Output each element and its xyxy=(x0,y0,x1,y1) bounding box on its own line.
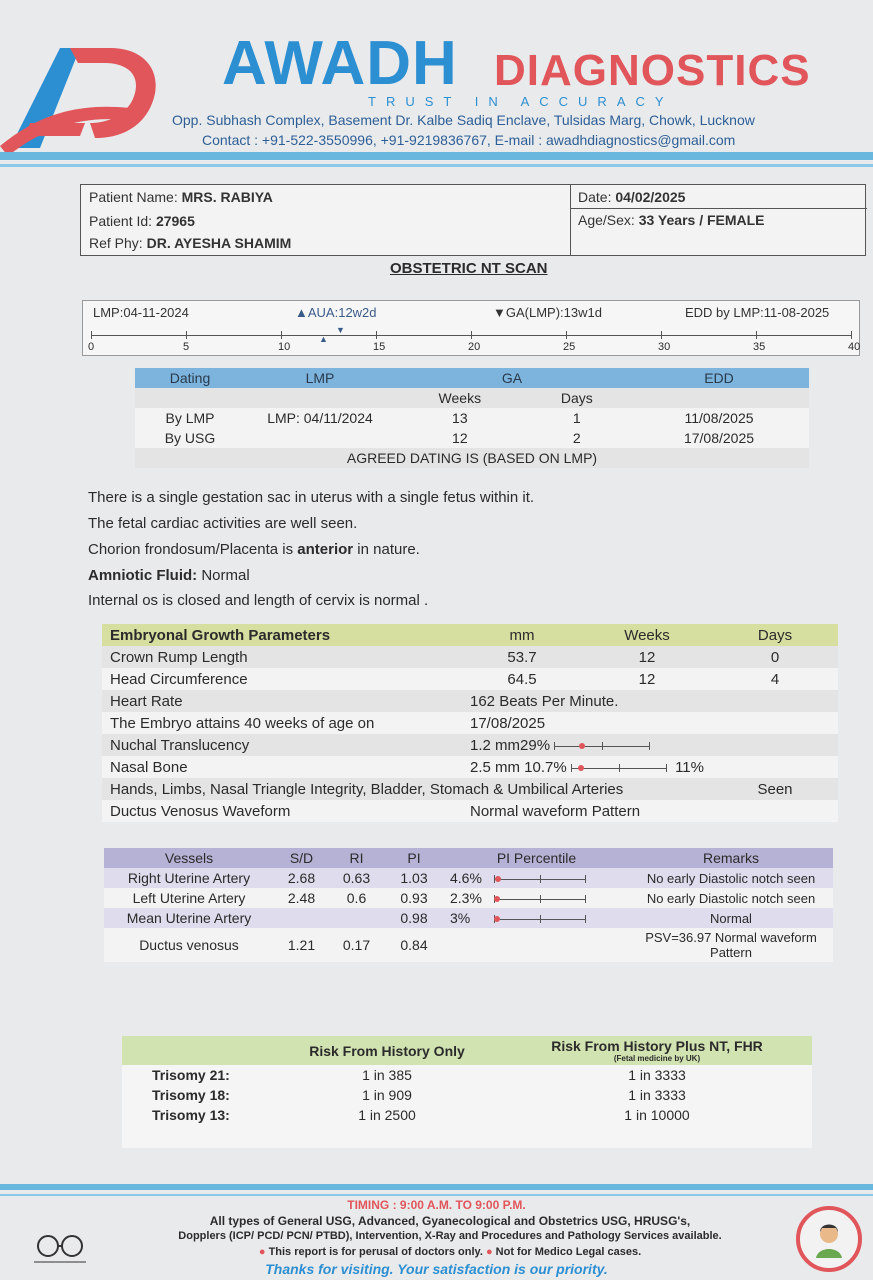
risk-box xyxy=(122,1036,812,1148)
crl-label: Crown Rump Length xyxy=(110,648,248,666)
timeline-tick-label: 0 xyxy=(88,341,95,353)
anatomy-label: Hands, Limbs, Nasal Triangle Integrity, Bladder, Stomach & Umbilical Arteries xyxy=(110,780,624,798)
timeline-tick-label: 20 xyxy=(468,341,481,353)
dating-col-ga: GA xyxy=(501,370,523,386)
footer-note-2: Not for Medico Legal cases. xyxy=(495,1246,642,1258)
timeline-tick-label: 25 xyxy=(563,341,576,353)
table-row xyxy=(102,734,838,756)
swachh-bharat-icon xyxy=(30,1232,90,1266)
brand-subtitle: DIAGNOSTICS xyxy=(494,46,811,95)
table-row xyxy=(102,712,838,734)
risk-row-label: Trisomy 13: xyxy=(152,1107,230,1123)
anatomy-value: Seen xyxy=(757,780,793,798)
timeline-ga: ▼GA(LMP):13w1d xyxy=(493,305,602,320)
vessel-sd: 2.48 xyxy=(287,890,316,906)
vessel-percentile-bar xyxy=(494,874,590,884)
table-row xyxy=(135,428,809,448)
vessel-percentile-bar xyxy=(494,894,590,904)
vessel-remarks: No early Diastolic notch seen xyxy=(646,870,816,886)
hc-days: 4 xyxy=(770,670,780,688)
vessel-percentile-cell xyxy=(444,868,629,888)
vessel-remarks: PSV=36.97 Normal waveform Pattern xyxy=(645,930,817,960)
vessel-percentile-bar xyxy=(494,914,590,924)
heart-rate-label: Heart Rate xyxy=(110,692,183,710)
hc-label: Head Circumference xyxy=(110,670,248,688)
patient-name-row xyxy=(89,189,273,205)
ga-marker-icon: ▼ xyxy=(336,325,345,335)
vessels-col-sd: S/D xyxy=(289,850,314,866)
ref-physician-row xyxy=(89,235,291,251)
timeline-aua: ▲AUA:12w2d xyxy=(295,305,377,320)
risk-row-label: Trisomy 21: xyxy=(152,1067,230,1083)
table-row xyxy=(102,668,838,690)
footer-timing: TIMING : 9:00 A.M. TO 9:00 P.M. xyxy=(347,1198,526,1212)
timeline-tick xyxy=(376,331,377,339)
dating-row-weeks: 13 xyxy=(452,410,468,426)
header-divider xyxy=(0,152,873,160)
vessel-ri: 0.17 xyxy=(342,937,371,953)
ref-physician: DR. AYESHA SHAMIM xyxy=(146,235,292,251)
vessel-percentile-dot xyxy=(495,876,501,882)
vessel-percentile: 3% xyxy=(450,910,471,926)
growth-col-days: Days xyxy=(757,626,793,644)
vessel-sd: 1.21 xyxy=(287,937,316,953)
ref-physician-label: Ref Phy: xyxy=(89,235,143,251)
growth-col-param: Embryonal Growth Parameters xyxy=(110,626,331,644)
awadh-logo xyxy=(0,28,165,158)
risk-col-plus xyxy=(502,1036,812,1065)
beti-bachao-emblem-icon xyxy=(796,1206,862,1272)
vessels-header-row xyxy=(104,848,833,868)
report-title: OBSTETRIC NT SCAN xyxy=(390,260,548,277)
dating-subheader-row xyxy=(135,388,809,408)
risk-row-label: Trisomy 18: xyxy=(152,1087,230,1103)
vessel-sd: 2.68 xyxy=(287,870,316,886)
vessel-name: Left Uterine Artery xyxy=(132,890,246,906)
table-row xyxy=(104,888,833,908)
vessel-percentile-cell xyxy=(444,888,629,908)
clinic-address: Opp. Subhash Complex, Basement Dr. Kalbe Sadiq Enclave, Tulsidas Marg, Chowk, Lucknow xyxy=(172,112,755,128)
age40-label: The Embryo attains 40 weeks of age on xyxy=(110,714,375,732)
finding-placenta xyxy=(88,541,420,558)
vessel-remarks: No early Diastolic notch seen xyxy=(646,890,816,906)
dating-sub-weeks: Weeks xyxy=(438,390,482,406)
vessel-pi: 0.93 xyxy=(400,890,428,906)
vessel-percentile-dot xyxy=(494,896,500,902)
dating-header-row xyxy=(135,368,809,388)
timeline-tick xyxy=(471,331,472,339)
risk-row-plus: 1 in 3333 xyxy=(628,1087,686,1103)
risk-row-plus: 1 in 10000 xyxy=(624,1107,690,1123)
finding-gestation: There is a single gestation sac in uterus with a single fetus within it. xyxy=(88,489,535,506)
vessel-ri: 0.63 xyxy=(342,870,371,886)
timeline-tick-label: 40 xyxy=(848,341,861,353)
heart-rate-value: 162 Beats Per Minute. xyxy=(470,692,619,710)
dating-col-lmp: LMP xyxy=(305,370,335,386)
risk-col-history: Risk From History Only xyxy=(309,1042,465,1059)
timeline-tick-label: 15 xyxy=(373,341,386,353)
vessel-name: Right Uterine Artery xyxy=(127,870,251,886)
report-date-row xyxy=(578,189,685,205)
vessel-pi: 1.03 xyxy=(400,870,428,886)
vessel-percentile-cell xyxy=(444,908,629,928)
dating-row-weeks: 12 xyxy=(452,430,468,446)
footer-services-2: Dopplers (ICP/ PCD/ PCN/ PTBD), Intervention, X-Ray and Procedures and Pathology Services available. xyxy=(178,1230,722,1242)
placenta-position: anterior xyxy=(297,541,354,558)
vessels-col-percentile: PI Percentile xyxy=(496,850,577,866)
crl-mm: 53.7 xyxy=(507,648,537,666)
vessel-remarks: Normal xyxy=(710,910,752,926)
dating-row-label: By USG xyxy=(164,430,216,446)
growth-col-weeks: Weeks xyxy=(624,626,670,644)
nb-extra: 11% xyxy=(675,758,704,776)
footer-notes: ● This report is for perusal of doctors only. ● Not for Medico Legal cases. xyxy=(258,1246,642,1258)
nb-cell xyxy=(462,756,838,778)
gestation-timeline xyxy=(82,300,860,356)
clinic-contact: Contact : +91-522-3550996, +91-9219836767, E-mail : awadhdiagnostics@gmail.com xyxy=(202,132,736,148)
dating-row-edd: 17/08/2025 xyxy=(683,430,755,446)
footer-note-1: This report is for perusal of doctors only. xyxy=(268,1246,483,1258)
timeline-tick xyxy=(661,331,662,339)
timeline-tick xyxy=(851,331,852,339)
table-row xyxy=(122,1085,812,1105)
patient-id-label: Patient Id: xyxy=(89,213,153,229)
brand-name: AWADH xyxy=(222,29,458,98)
growth-parameters-table xyxy=(102,624,838,822)
growth-header-row xyxy=(102,624,838,646)
patient-name-label: Patient Name: xyxy=(89,189,178,205)
aua-marker-icon: ▲ xyxy=(319,334,328,344)
risk-row-history: 1 in 909 xyxy=(362,1087,412,1103)
vessels-col-vessel: Vessels xyxy=(164,850,214,866)
vessels-col-ri: RI xyxy=(349,850,364,866)
risk-table xyxy=(122,1036,812,1125)
timeline-tick xyxy=(566,331,567,339)
patient-info-box xyxy=(80,184,866,256)
age40-value: 17/08/2025 xyxy=(470,714,546,732)
nt-label: Nuchal Translucency xyxy=(110,736,250,754)
dating-row-lmp xyxy=(245,428,395,448)
patient-name: MRS. RABIYA xyxy=(181,189,273,205)
vessel-percentile: 4.6% xyxy=(450,870,482,886)
crl-days: 0 xyxy=(770,648,780,666)
nb-percentile-dot xyxy=(578,765,584,771)
patient-id-row xyxy=(89,213,195,229)
timeline-lmp: LMP:04-11-2024 xyxy=(93,305,189,320)
timeline-tick xyxy=(756,331,757,339)
finding-cardiac: The fetal cardiac activities are well seen. xyxy=(88,515,358,532)
vessels-col-pi: PI xyxy=(407,850,421,866)
nb-label: Nasal Bone xyxy=(110,758,188,776)
crl-weeks: 12 xyxy=(638,648,656,666)
footer-divider xyxy=(0,1184,873,1190)
timeline-tick-label: 30 xyxy=(658,341,671,353)
timeline-tick xyxy=(281,331,282,339)
risk-header-row xyxy=(122,1036,812,1065)
risk-col-plus-sub: (Fetal medicine by UK) xyxy=(613,1054,701,1063)
finding-amniotic xyxy=(88,567,250,584)
vessel-sd xyxy=(274,908,329,928)
table-row xyxy=(102,778,838,800)
brand-tagline: TRUST IN ACCURACY xyxy=(368,94,674,109)
report-date: 04/02/2025 xyxy=(615,189,686,205)
age-sex: 33 Years / FEMALE xyxy=(638,212,765,228)
table-row xyxy=(102,690,838,712)
header-divider-thin xyxy=(0,164,873,167)
amniotic-value: Normal xyxy=(201,567,250,584)
dating-col-dating: Dating xyxy=(169,370,211,386)
dv-label: Ductus Venosus Waveform xyxy=(110,802,291,820)
timeline-tick-label: 35 xyxy=(753,341,766,353)
dating-row-lmp: LMP: 04/11/2024 xyxy=(267,410,373,426)
placenta-text: Chorion frondosum/Placenta is xyxy=(88,541,298,558)
dating-row-edd: 11/08/2025 xyxy=(684,410,754,426)
vessel-percentile: 2.3% xyxy=(450,890,482,906)
dating-row-days: 2 xyxy=(572,430,581,446)
timeline-tick-label: 5 xyxy=(183,341,190,353)
vessel-percentile-dot xyxy=(494,916,500,922)
vessels-col-remarks: Remarks xyxy=(702,850,759,866)
hc-mm: 64.5 xyxy=(507,670,537,688)
timeline-tick xyxy=(91,331,92,339)
footer-divider-thin xyxy=(0,1194,873,1196)
table-row xyxy=(104,868,833,888)
nb-percentile-bar xyxy=(571,763,671,773)
nt-percentile-bar xyxy=(554,741,654,751)
footer-thanks: Thanks for visiting. Your satisfaction is our priority. xyxy=(265,1261,608,1277)
table-row xyxy=(102,800,838,822)
risk-row-plus: 1 in 3333 xyxy=(628,1067,686,1083)
risk-col-plus-title: Risk From History Plus NT, FHR xyxy=(551,1038,763,1054)
timeline-edd: EDD by LMP:11-08-2025 xyxy=(685,305,830,320)
vessel-percentile-cell xyxy=(444,928,629,962)
finding-cervix: Internal os is closed and length of cervix is normal . xyxy=(88,592,429,609)
dating-row-label: By LMP xyxy=(165,410,215,426)
vessel-ri: 0.6 xyxy=(346,890,367,906)
timeline-tick-label: 10 xyxy=(278,341,291,353)
amniotic-label: Amniotic Fluid: xyxy=(88,567,198,584)
report-date-label: Date: xyxy=(578,189,612,205)
placenta-text-end: in nature. xyxy=(353,541,420,558)
nt-value: 1.2 mm29% xyxy=(470,736,551,754)
vessel-ri xyxy=(329,908,384,928)
growth-col-mm: mm xyxy=(509,626,535,644)
vessel-name: Mean Uterine Artery xyxy=(126,910,252,926)
risk-row-history: 1 in 2500 xyxy=(358,1107,416,1123)
timeline-tick xyxy=(186,331,187,339)
table-row xyxy=(104,908,833,928)
nt-percentile-dot xyxy=(579,743,585,749)
hc-weeks: 12 xyxy=(638,670,656,688)
table-row xyxy=(102,646,838,668)
risk-row-history: 1 in 385 xyxy=(362,1067,412,1083)
vessel-pi: 0.84 xyxy=(400,937,428,953)
dv-value: Normal waveform Pattern xyxy=(470,802,641,820)
nt-cell xyxy=(462,734,838,756)
nb-value: 2.5 mm 10.7% xyxy=(470,758,567,776)
table-row xyxy=(104,928,833,962)
table-row xyxy=(102,756,838,778)
age-sex-label: Age/Sex: xyxy=(578,212,635,228)
table-row xyxy=(135,408,809,428)
vessel-pi: 0.98 xyxy=(400,910,428,926)
footer-services-1: All types of General USG, Advanced, Gyanecological and Obstetrics USG, HRUSG's, xyxy=(209,1214,691,1228)
table-row xyxy=(122,1065,812,1085)
vessel-name: Ductus venosus xyxy=(139,937,239,953)
vessels-table xyxy=(104,848,833,962)
dating-table xyxy=(135,368,809,468)
dating-agreed-row xyxy=(135,448,809,468)
patient-id: 27965 xyxy=(155,213,195,229)
agreed-dating: AGREED DATING IS (BASED ON LMP) xyxy=(346,450,598,466)
table-row xyxy=(122,1105,812,1125)
dating-sub-days: Days xyxy=(560,390,593,406)
age-sex-row xyxy=(578,212,765,228)
dating-col-edd: EDD xyxy=(704,370,734,386)
dating-row-days: 1 xyxy=(572,410,581,426)
